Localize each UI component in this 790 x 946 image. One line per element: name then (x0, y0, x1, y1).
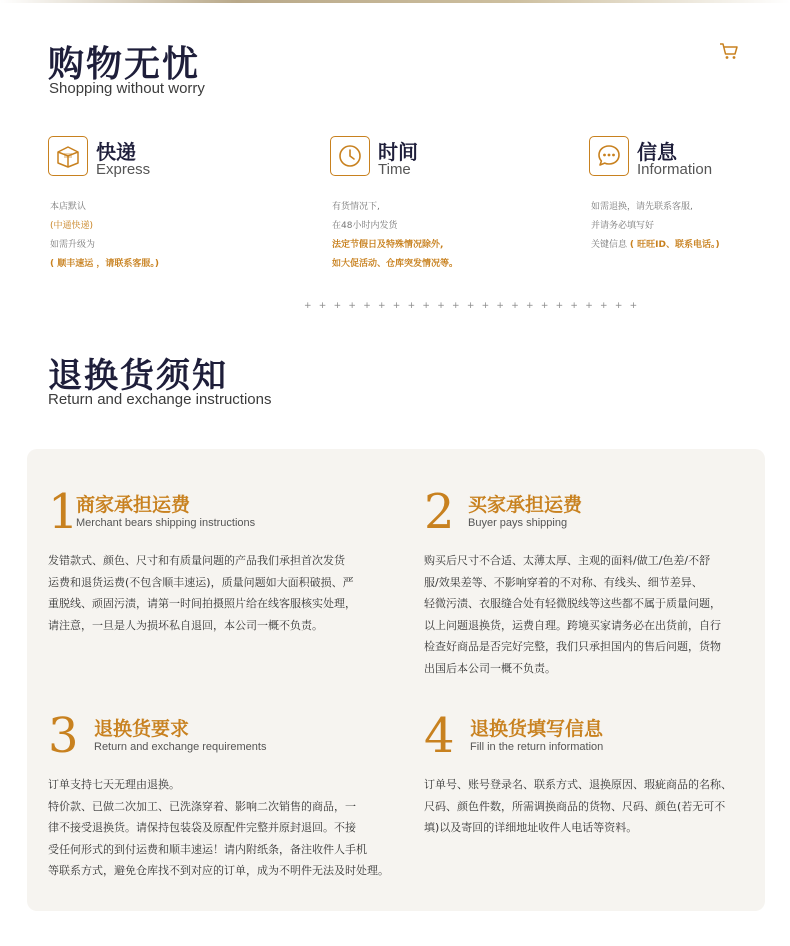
rule-line: 运费和退货运费(不包含顺丰速运)，质量问题如大面积破损、严 (48, 575, 354, 589)
rule-title: 退换货填写信息 (470, 718, 604, 740)
rule-number: 3 (48, 708, 79, 764)
rule-line: 购买后尺寸不合适、太薄太厚、主观的面料/做工/色差/不舒 (424, 554, 711, 567)
rule-line: 受任何形式的到付运费和顺丰速运！请内附纸条，备注收件人手机 (48, 842, 367, 856)
rule-title: 买家承担运费 (468, 494, 583, 516)
returns-subtitle: Return and exchange instructions (48, 391, 272, 408)
rule-subtitle: Merchant bears shipping instructions (76, 517, 256, 529)
service-line: 关键信息 ( 旺旺ID、联系电话。) (591, 240, 720, 250)
returns-title: 退换货须知 (48, 356, 228, 396)
shopping-cart-icon[interactable] (719, 42, 739, 60)
page-subtitle: Shopping without worry (49, 80, 205, 97)
service-line: ( 顺丰速运 ，请联系客服。) (50, 259, 159, 269)
rule-line: 等联系方式，避免仓库找不到对应的订单，成为不明件无法及时处理。 (48, 864, 389, 877)
rule-body (424, 550, 764, 679)
rule-number: 4 (424, 708, 455, 764)
package-box-icon (48, 136, 88, 176)
rule-number: 2 (424, 484, 455, 540)
service-line: 法定节假日及特殊情况除外, (332, 240, 444, 250)
service-details (50, 198, 260, 274)
service-information (589, 136, 779, 286)
service-title: 快递 (96, 140, 136, 164)
service-express (48, 136, 278, 286)
service-details (332, 198, 542, 274)
page-title: 购物无忧 (48, 44, 201, 85)
rule-title: 退换货要求 (94, 718, 190, 740)
service-line: 如需升级为 (50, 240, 96, 250)
service-subtitle: Time (378, 161, 411, 178)
rule-line: 服/效果差等、不影响穿着的不对称、有线头、细节差异、 (424, 575, 703, 589)
rule-line: 轻微污渍、衣服缝合处有轻微脱线等这些都不属于质量问题， (424, 597, 721, 610)
rule-line: 律不接受退换货。请保持包装袋及原配件完整并原封退回。不接 (48, 821, 356, 834)
service-time (330, 136, 560, 286)
rule-line: 填)以及寄回的详细地址收件人电话等资料。 (424, 821, 638, 834)
service-line-mixed (591, 236, 790, 255)
rule-line: 订单号、账号登录名、联系方式、退换原因、瑕疵商品的名称、 (424, 778, 732, 791)
rule-title: 商家承担运费 (76, 494, 191, 516)
rule-line: 尺码、颜色件数，所需调换商品的货物、尺码、颜色(若无可不 (424, 799, 726, 813)
service-line: 在48小时内发货 (332, 221, 398, 231)
rule-line: 订单支持七天无理由退换。 (48, 778, 180, 791)
rule-line: 发错款式、颜色、尺寸和有质量问题的产品我们承担首次发货 (48, 554, 345, 567)
rule-line: 出国后本公司一概不负责。 (424, 661, 556, 675)
service-line: 并请务必填写好 (591, 221, 655, 231)
rule-line: 以上问题退换货，运费自理。跨境买家请务必在出货前，自行 (424, 618, 721, 632)
service-line: 本店默认 (50, 202, 87, 212)
service-line: (中通快递) (50, 221, 94, 231)
rule-subtitle: Fill in the return information (470, 741, 604, 753)
rule-line: 请注意，一旦是人为损坏私自退回，本公司一概不负责。 (48, 618, 323, 632)
service-line: 有货情况下, (332, 202, 380, 212)
chat-bubble-icon (589, 136, 629, 176)
rule-number: 1 (48, 484, 79, 540)
rule-body (424, 774, 764, 839)
service-subtitle: Express (96, 161, 151, 178)
rule-line: 检查好商品是否完好完整，我们只承担国内的售后问题，货物 (424, 640, 721, 653)
rule-subtitle: Return and exchange requirements (94, 741, 267, 753)
service-line: 如大促活动、仓库突发情况等。 (332, 259, 459, 269)
section-divider: + + + + + + + + + + + + + + + + + + + + + + + (304, 301, 640, 311)
rule-subtitle: Buyer pays shipping (468, 517, 568, 529)
service-details (591, 198, 790, 255)
rule-body (48, 774, 388, 882)
service-subtitle: Information (637, 161, 713, 178)
rule-body (48, 550, 388, 636)
top-decor-strip (0, 0, 790, 3)
rule-line: 特价款、已做二次加工、已洗涤穿着、影响二次销售的商品，一 (48, 799, 356, 813)
clock-icon (330, 136, 370, 176)
service-line: 如需退换，请先联系客服, (591, 202, 693, 212)
service-title: 时间 (378, 140, 418, 164)
service-title: 信息 (637, 140, 677, 164)
rule-line: 重脱线、顽固污渍，请第一时间拍摄照片给在线客服核实处理， (48, 597, 356, 610)
